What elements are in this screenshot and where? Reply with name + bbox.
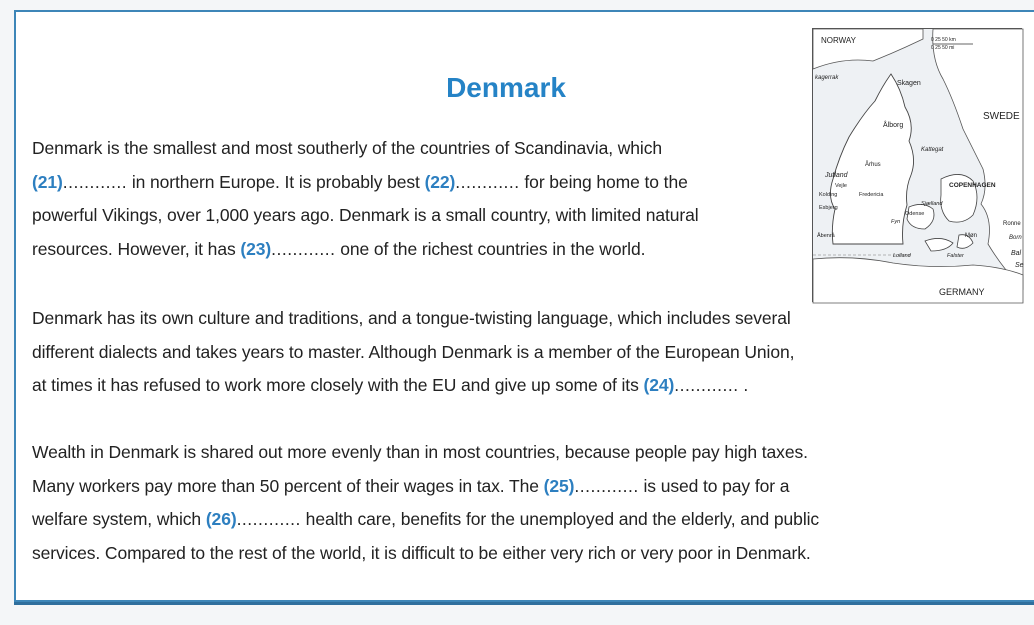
label-germany: GERMANY xyxy=(939,287,985,297)
label-bal: Bal xyxy=(1011,250,1022,257)
label-kolding: Kolding xyxy=(819,192,838,198)
page-title: Denmark xyxy=(446,72,566,103)
paragraph-3: Wealth in Denmark is shared out more evenly than in most countries, because people pay high taxes. Many workers pay more than 50 percent of their wages in tax. The (25)............ is used to pay for a welfare system, which (26)............ health care, benefits for the unemployed and the elderly, and public services. Compared to the rest of the world, it is difficult to be either very rich or very poor in Denmark. xyxy=(32,442,820,563)
label-fyn: Fyn xyxy=(891,219,901,225)
label-lolland: Lolland xyxy=(893,253,911,259)
label-falster: Falster xyxy=(947,253,964,259)
label-vejle: Vejle xyxy=(835,183,847,189)
paragraph-2: Denmark has its own culture and traditions, and a tongue-twisting language, which includes several different dialects and takes years to master. Although Denmark is a member of the European Union, at times it has refused to work more closely with the EU and give up some of its (24)............ . xyxy=(32,308,795,395)
label-kattegat: Kattegat xyxy=(921,147,944,153)
label-sjaelland: Sjælland xyxy=(921,201,943,207)
label-arhus: Århus xyxy=(865,162,881,168)
blank-23[interactable]: ............ xyxy=(271,238,336,259)
label-skagen: Skagen xyxy=(897,80,921,87)
label-se: Se xyxy=(1015,262,1024,269)
gap-25[interactable]: (25) xyxy=(543,475,575,496)
blank-24[interactable]: ............ xyxy=(674,375,739,395)
paragraph-1: Denmark is the smallest and most southerly of the countries of Scandinavia, which (21)............ in northern Europe. It is probably best (22)............ for being home to the powerful Vikings, over 1,000 years ago. Denmark is a small country, with limited natural resources. However, it has (23)............ one of the richest countries in the world. xyxy=(32,138,699,259)
scale-km: 0 25 50 km xyxy=(931,37,956,43)
label-jutland: Jutland xyxy=(825,172,848,179)
map-svg xyxy=(813,29,1023,303)
blank-21[interactable]: ............ xyxy=(62,171,128,192)
gap-24[interactable]: (24) xyxy=(643,375,675,395)
article-card xyxy=(14,10,1034,602)
label-odense: Odense xyxy=(905,211,925,217)
label-skagerrak: kagerrak xyxy=(815,75,839,81)
label-ronne: Ronne xyxy=(1003,221,1021,227)
label-esbjerg: Esbjerg xyxy=(819,205,838,211)
label-born: Born xyxy=(1009,235,1022,241)
label-fredericia: Fredericia xyxy=(859,192,884,198)
label-mon: Møn xyxy=(965,233,977,239)
label-norway: NORWAY xyxy=(821,36,856,45)
label-sweden: SWEDE xyxy=(983,111,1020,122)
blank-25[interactable]: ............ xyxy=(574,475,639,496)
blank-22[interactable]: ............ xyxy=(455,171,520,192)
gap-26[interactable]: (26) xyxy=(205,509,237,529)
gap-23[interactable]: (23) xyxy=(240,238,272,259)
gap-21[interactable]: (21) xyxy=(32,171,63,192)
label-aalborg: Ålborg xyxy=(883,122,904,129)
blank-26[interactable]: ............ xyxy=(236,509,301,529)
scale-mi: 0 25 50 mi xyxy=(931,45,955,51)
gap-22[interactable]: (22) xyxy=(424,171,456,192)
label-copenhagen: COPENHAGEN xyxy=(949,182,996,189)
label-abenra: Åbenrå xyxy=(817,233,835,239)
denmark-map xyxy=(812,28,1022,302)
